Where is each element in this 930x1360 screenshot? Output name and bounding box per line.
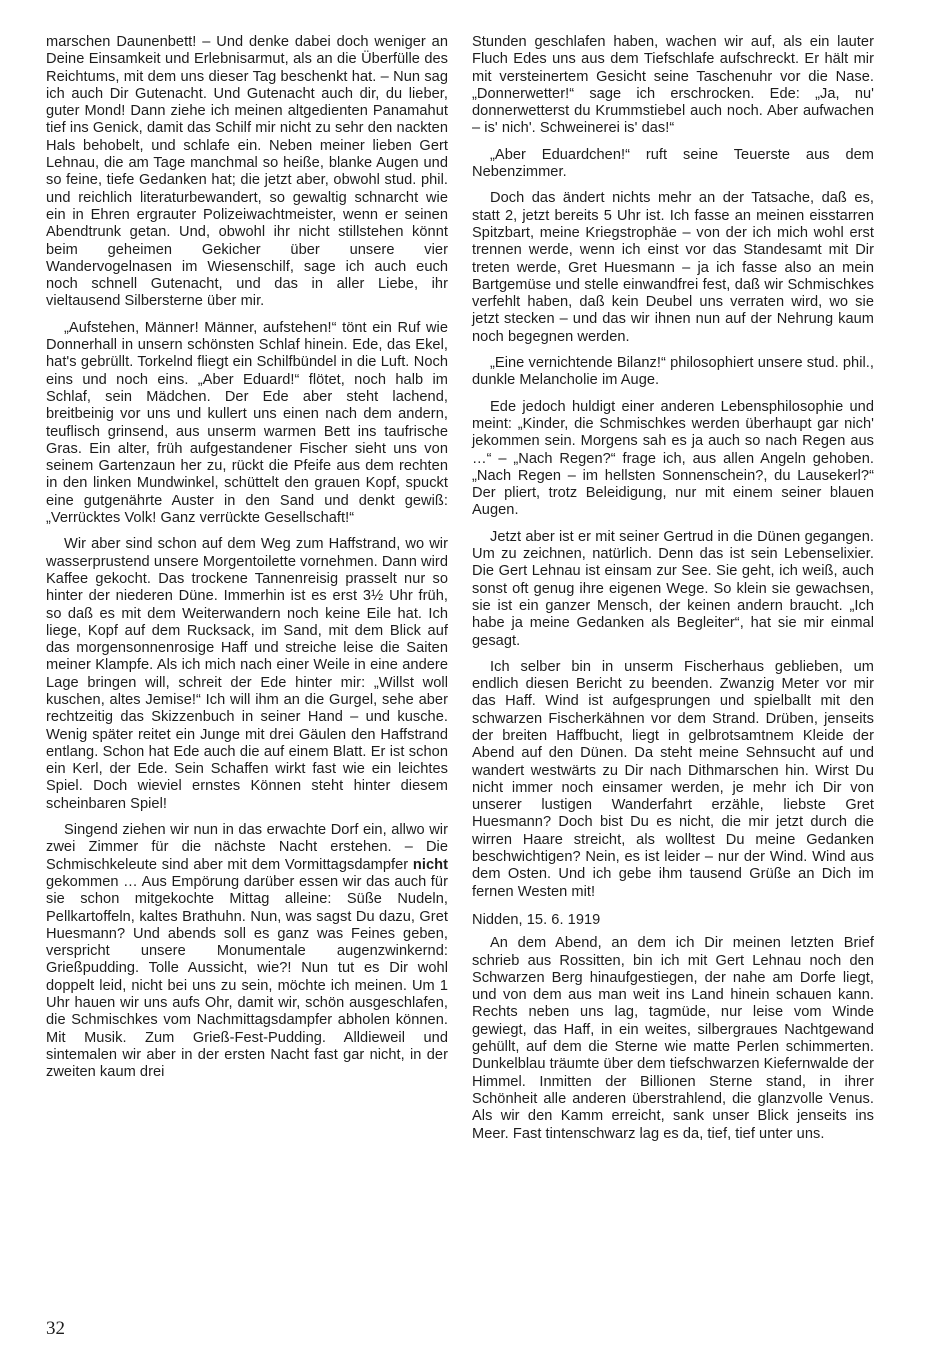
paragraph: An dem Abend, an dem ich Dir meinen letzten Brief schrieb aus Rossitten, bin ich mit Gert Lehnau noch den Schwarzen Berg hinaufgestiegen, der nahe am Dorfe liegt, und von dem aus man weit ins Land hinein schauen kann. Rechts neben uns lag, tagmüde, nur leise vom Winde gewiegt, das Haff, in ein weites, silbergraues Nachtgewand gehüllt, auf dem die Sterne wie matte Perlen schimmerten. Dunkelblau träumte über dem tiefschwarzen Kiefernwalde der Himmel. Inmitten der Billionen Sterne stand, in ihrer Schönheit alle anderen überstrahlend, die glanzvolle Venus. Als wir den Kamm erreicht, sank unser Blick jenseits ins Meer. Fast tintenschwarz lag es da, tief, tief unter uns. [472,935,875,1142]
emphasized-word: nicht [412,856,448,873]
paragraph-text: Singend ziehen wir nun in das erwachte Dorf ein, allwo wir zwei Zimmer für die nächste Nacht erstehen. – Die Schmischkeleute sind aber mit dem Vormittagsdampfer [46,822,448,873]
page-number: 32 [46,1318,65,1339]
paragraph: marschen Daunenbett! – Und denke dabei doch weniger an Deine Einsamkeit und Erlebnisarmut, als an die Überfülle des Reichtums, mit dem uns dieser Tag beschenkt hat. – Nun sag ich auch Dir Gutenacht. Und Gutenacht auch dir, du lieber, guter Mond! Dann ziehe ich meinen altgedienten Panamahut tief ins Genick, damit das Schilf mir nicht zu sehr den nackten Hals behobelt, und schlafe ein. Neben meiner lieben Gert Lehnau, die am Tage manchmal so heiße, blanke Augen und so feine, tiefe Gedanken hat; die jetzt aber, obwohl stud. phil. und reichlich literaturbewandert, so gewaltig schnarcht wie ein in Ehren ergrauter Polizeiwachtmeister, wenn er seinen Abendtrunk getan. Und, obwohl ihr nicht stillstehen könnt beim geheimen Gekicher über unsere vier Wandervogelnasen im Wiesenschilf, sage ich auch euch noch schnell Gutenacht, und das in aller Liebe, ihr vieltausend Silbersterne über mir. [46,34,448,310]
paragraph: Doch das ändert nichts mehr an der Tatsache, daß es, statt 2, jetzt bereits 5 Uhr ist. Ich fasse an meinen eisstarren Spitzbart, meine Kriegstrophäe – von der ich mich wohl erst trennen werde, wenn ich einst vor das Standesamt mit Dir treten werde, Gret Huesmann – ja ich fasse also an mein Bartgemüse und stelle einwandfrei fest, daß wir Schmischkes verfehlt haben, daß kein Deubel uns verraten wird, wo sie jetzt stecken – und das wir ihnen nun auf der Nehrung kaum noch begegnen werden. [472,190,874,345]
paragraph: Stunden geschlafen haben, wachen wir auf, als ein lauter Fluch Edes uns aus dem Tiefschlafe aufschreckt. Er hält mir mit versteinertem Gesicht seine Taschenuhr vor die Nase. „Donnerwetter!“ sage ich erschrocken. Ede: „Ja, nu' donnerwetterst du Krummstiebel auch noch. Aber aufwachen – is' nich'. Schweinerei is' das!“ [472,34,874,137]
paragraph: „Aber Eduardchen!“ ruft seine Teuerste aus dem Nebenzimmer. [472,146,874,181]
paragraph [46,822,448,1081]
paragraph: „Aufstehen, Männer! Männer, aufstehen!“ tönt ein Ruf wie Donnerhall in unsern schönsten Schlaf hinein. Ede, das Ekel, hat's gebrüllt. Torkelnd fliegt ein Schilfbündel in die Luft. Noch eins und noch eins. „Aber Eduard!“ flötet, noch halb im Schlaf, sein Mädchen. Der Ede aber steht lachend, breitbeinig vor uns und kullert uns einen nach dem andern, teuflisch grinsend, aus unserm warmen Bett ins taufrische Gras. Ein alter, früh aufgestandener Fischer sieht uns von seinem Gartenzaun her zu, rückt die Pfeife aus dem rechten in den linken Mundwinkel, schüttelt den grauen Kopf, spuckt eine gutgenährte Auster in den Sand und denkt gewiß: „Verrücktes Volk! Ganz verrückte Gesellschaft!“ [46,319,448,527]
paragraph: Ich selber bin in unserm Fischerhaus geblieben, um endlich diesen Bericht zu beenden. Zwanzig Meter vor mir das Haff. Wind ist aufgesprungen und spielballt mit den schwarzen Fischerkähnen vor dem Strand. Drüben, jenseits der breiten Haffbucht, liegt in gelbrotsamtnem Kleide der Abend auf den Dünen. Da steht meine Sehnsucht auf und wandert westwärts zu Dir nach Dithmarschen hin. Wirst Du nicht immer noch einsamer werden, je mehr ich Dir von unserer lustigen Wanderfahrt erzähle, liebste Gret Huesmann? Doch bist Du es nicht, die mir jetzt durch die wirren Haare streicht, als wolltest Du meine Gedanken beschwichtigen? Nein, es ist leider – nur der Wind. Wind aus dem Osten. Und ich gebe ihm tausend Grüße an Dich im fernen Westen mit! [472,658,874,900]
right-text-column [472,34,874,1152]
paragraph: Ede jedoch huldigt einer anderen Lebensphilosophie und meint: „Kinder, die Schmischkes werden überhaupt gar nich' jekommen sein. Morgens sah es ja auch so nach Regen aus …“ – „Nach Regen?“ frage ich, aus allen Angeln gehoben. „Nach Regen – im hellsten Sonnenschein?, du Lausekerl?“ Der pliert, trotz Beleidigung, nur mit einem seiner blauen Augen. [472,398,874,519]
paragraph-text: gekommen … Aus Empörung darüber essen wir das auch für sie schon mitgekochte Mittag alleine: Süße Nudeln, Pellkartoffeln, kaltes Brathuhn. Nun, was sagst Du dazu, Gret Huesmann? Und abends soll es ganz was Feines geben, verspricht unsere Monumentale augenzwinkernd: Grießpudding. Tolle Aussicht, wie?! Nun tut es Dir wohl doppelt leid, nicht bei uns zu sein, möchte ich meinen. Um 1 Uhr hauen wir uns aufs Ohr, damit wir, schön ausgeschlafen, die Schmischkes vom Nachmittagsdampfer abholen können. Mit Musik. Zum Grieß-Fest-Pudding. Alldieweil und sintemalen wir aber in der ersten Nacht fast gar nicht, in der zweiten kaum drei [46,873,448,1081]
paragraph: „Eine vernichtende Bilanz!“ philosophiert unsere stud. phil., dunkle Melancholie im Auge. [472,355,874,389]
left-text-column [46,34,448,1091]
paragraph: Jetzt aber ist er mit seiner Gertrud in die Dünen gegangen. Um zu zeichnen, natürlich. Denn das ist sein Lebenselixier. Die Gert Lehnau ist einsam zur See. Sie geht, ich weiß, auch sonst oft genug ihre eigenen Wege. So klein sie gewachsen, sie ist ein ganzer Mensch, der keinen andern braucht. „Ich habe ja meine Gedanken als Begleiter“, hat sie mir einmal gesagt. [472,528,874,649]
dateline: Nidden, 15. 6. 1919 [472,911,601,928]
paragraph: Wir aber sind schon auf dem Weg zum Haffstrand, wo wir wasserprustend unsere Morgentoilette vornehmen. Dann wird Kaffee gekocht. Das trockene Tannenreisig prasselt nur so hinter der niederen Düne. Immerhin ist es erst 3½ Uhr früh, so daß es mit dem Weiterwandern noch keine Eile hat. Ich liege, Kopf auf dem Rucksack, im Sand, mit dem Blick auf das morgensonnenrosige Haff und streiche leise die Saiten meiner Klampfe. Als ich mich nach einer Weile in eine andere Lage bringen will, schreit der Ede hinter mir: „Willst woll kuschen, altes Jemise!“ Ich will ihm an die Gurgel, sehe aber rechtzeitig das Skizzenbuch in seiner Hand – und kusche. Wenig später reitet ein Junge mit drei Gäulen den Haffstrand entlang. Schon hat Ede auch die auf einem Blatt. Er ist schon ein Kerl, der Ede. Sein Schaffen wirkt fast wie ein leichtes Spiel. Doch wieviel ernstes Können steht hinter diesem scheinbaren Spiel! [46,536,448,812]
